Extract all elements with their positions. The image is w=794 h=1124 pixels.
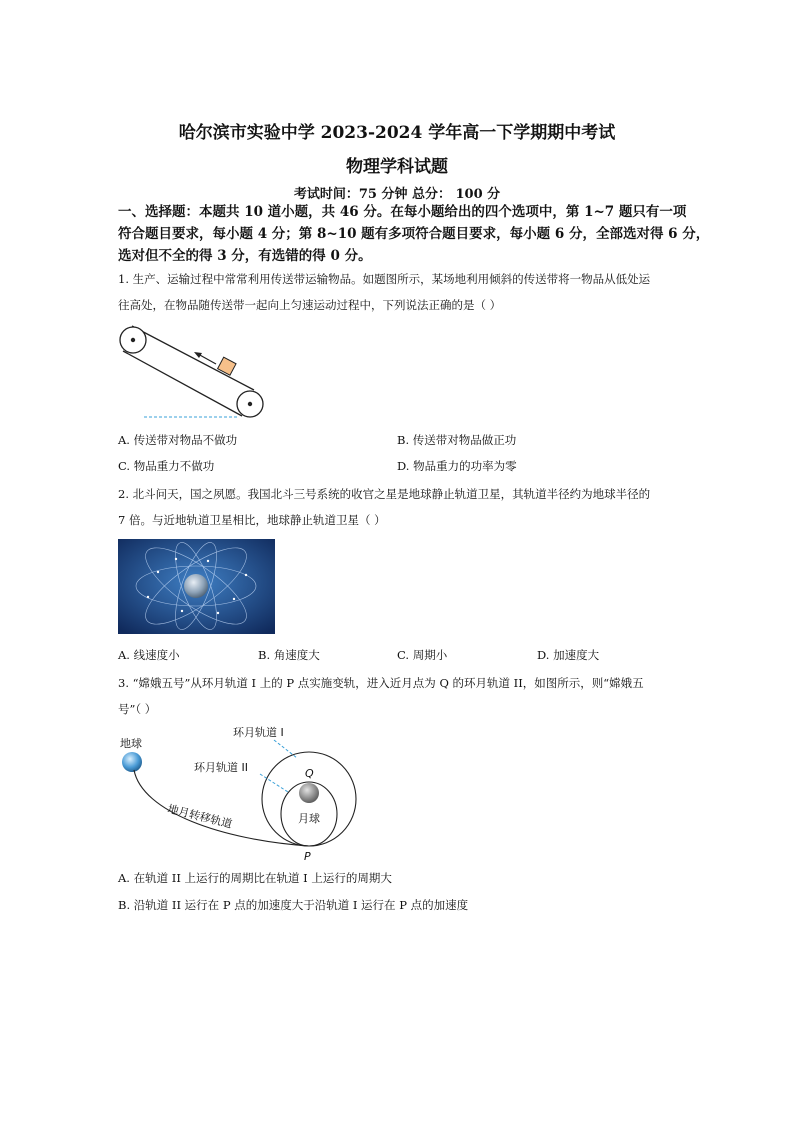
q2-stem-line-1: 2. 北斗问天，国之夙愿。我国北斗三号系统的收官之星是地球静止轨道卫星，其轨道半径约为地球半径的: [118, 487, 651, 501]
orbit-ii-label: 环月轨道 II: [194, 761, 248, 774]
page-title: 哈尔滨市实验中学 2023-2024 学年高一下学期期中考试: [178, 123, 616, 143]
orbit-i-label: 环月轨道 I: [233, 726, 284, 739]
conveyor-belt-figure: [112, 322, 282, 422]
beidou-satellite-image: [118, 539, 275, 634]
point-p-label: P: [304, 850, 311, 863]
section-instruction-line-2: 符合题目要求，每小题 4 分；第 8~10 题有多项符合题目要求，每小题 6 分，全部选对得 6 分，: [118, 226, 710, 242]
q3-stem-line-1: 3. “嫦娥五号”从环月轨道 I 上的 P 点实施变轨，进入近月点为 Q 的环月轨道 II，如图所示，则“嫦娥五: [118, 676, 644, 690]
q2-option-b[interactable]: B. 角速度大: [258, 648, 320, 662]
upper-roller-axle: [131, 338, 135, 342]
transfer-orbit-label: 地月转移轨道: [166, 802, 234, 831]
q3-option-b[interactable]: B. 沿轨道 II 运行在 P 点的加速度大于沿轨道 I 运行在 P 点的加速度: [118, 898, 469, 912]
q2-option-a[interactable]: A. 线速度小: [118, 648, 180, 662]
belt-top-edge: [132, 326, 254, 390]
q1-stem-line-2: 往高处，在物品随传送带一起向上匀速运动过程中，下列说法正确的是（ ）: [118, 298, 502, 312]
q2-option-c[interactable]: C. 周期小: [397, 648, 448, 662]
point-q-label: Q: [305, 767, 314, 780]
moon-icon: [299, 783, 319, 803]
transfer-orbit-path: [134, 770, 309, 846]
earth-icon: [184, 574, 208, 598]
lower-roller-axle: [248, 402, 252, 406]
orbit-i-pointer: [274, 740, 297, 758]
section-instruction-line-3: 选对但不全的得 3 分，有选错的得 0 分。: [118, 248, 372, 264]
earth-label: 地球: [120, 737, 142, 750]
moon-label: 月球: [298, 812, 320, 825]
page-subtitle: 物理学科试题: [346, 157, 448, 177]
section-instruction-line-1: 一、选择题：本题共 10 道小题，共 46 分。在每小题给出的四个选项中，第 1~7 题只有一项: [118, 204, 687, 220]
q1-option-a[interactable]: A. 传送带对物品不做功: [118, 433, 238, 447]
q1-option-c[interactable]: C. 物品重力不做功: [118, 459, 215, 473]
q1-option-d[interactable]: D. 物品重力的功率为零: [397, 459, 517, 473]
orbit-ii-pointer: [260, 774, 288, 792]
q3-option-a[interactable]: A. 在轨道 II 上运行的周期比在轨道 I 上运行的周期大: [118, 871, 392, 885]
exam-info: 考试时间：75 分钟 总分： 100 分: [293, 187, 501, 202]
q1-stem-line-1: 1. 生产、运输过程中常常利用传送带运输物品。如题图所示，某场地利用倾斜的传送带将一物品从低处运: [118, 272, 651, 286]
lunar-orbit-figure: [112, 722, 372, 864]
q3-stem-line-2: 号”（ ）: [118, 702, 157, 716]
earth-icon: [122, 752, 142, 772]
q2-option-d[interactable]: D. 加速度大: [537, 648, 600, 662]
q2-stem-line-2: 7 倍。与近地轨道卫星相比，地球静止轨道卫星（ ）: [118, 513, 386, 527]
q1-option-b[interactable]: B. 传送带对物品做正功: [397, 433, 517, 447]
